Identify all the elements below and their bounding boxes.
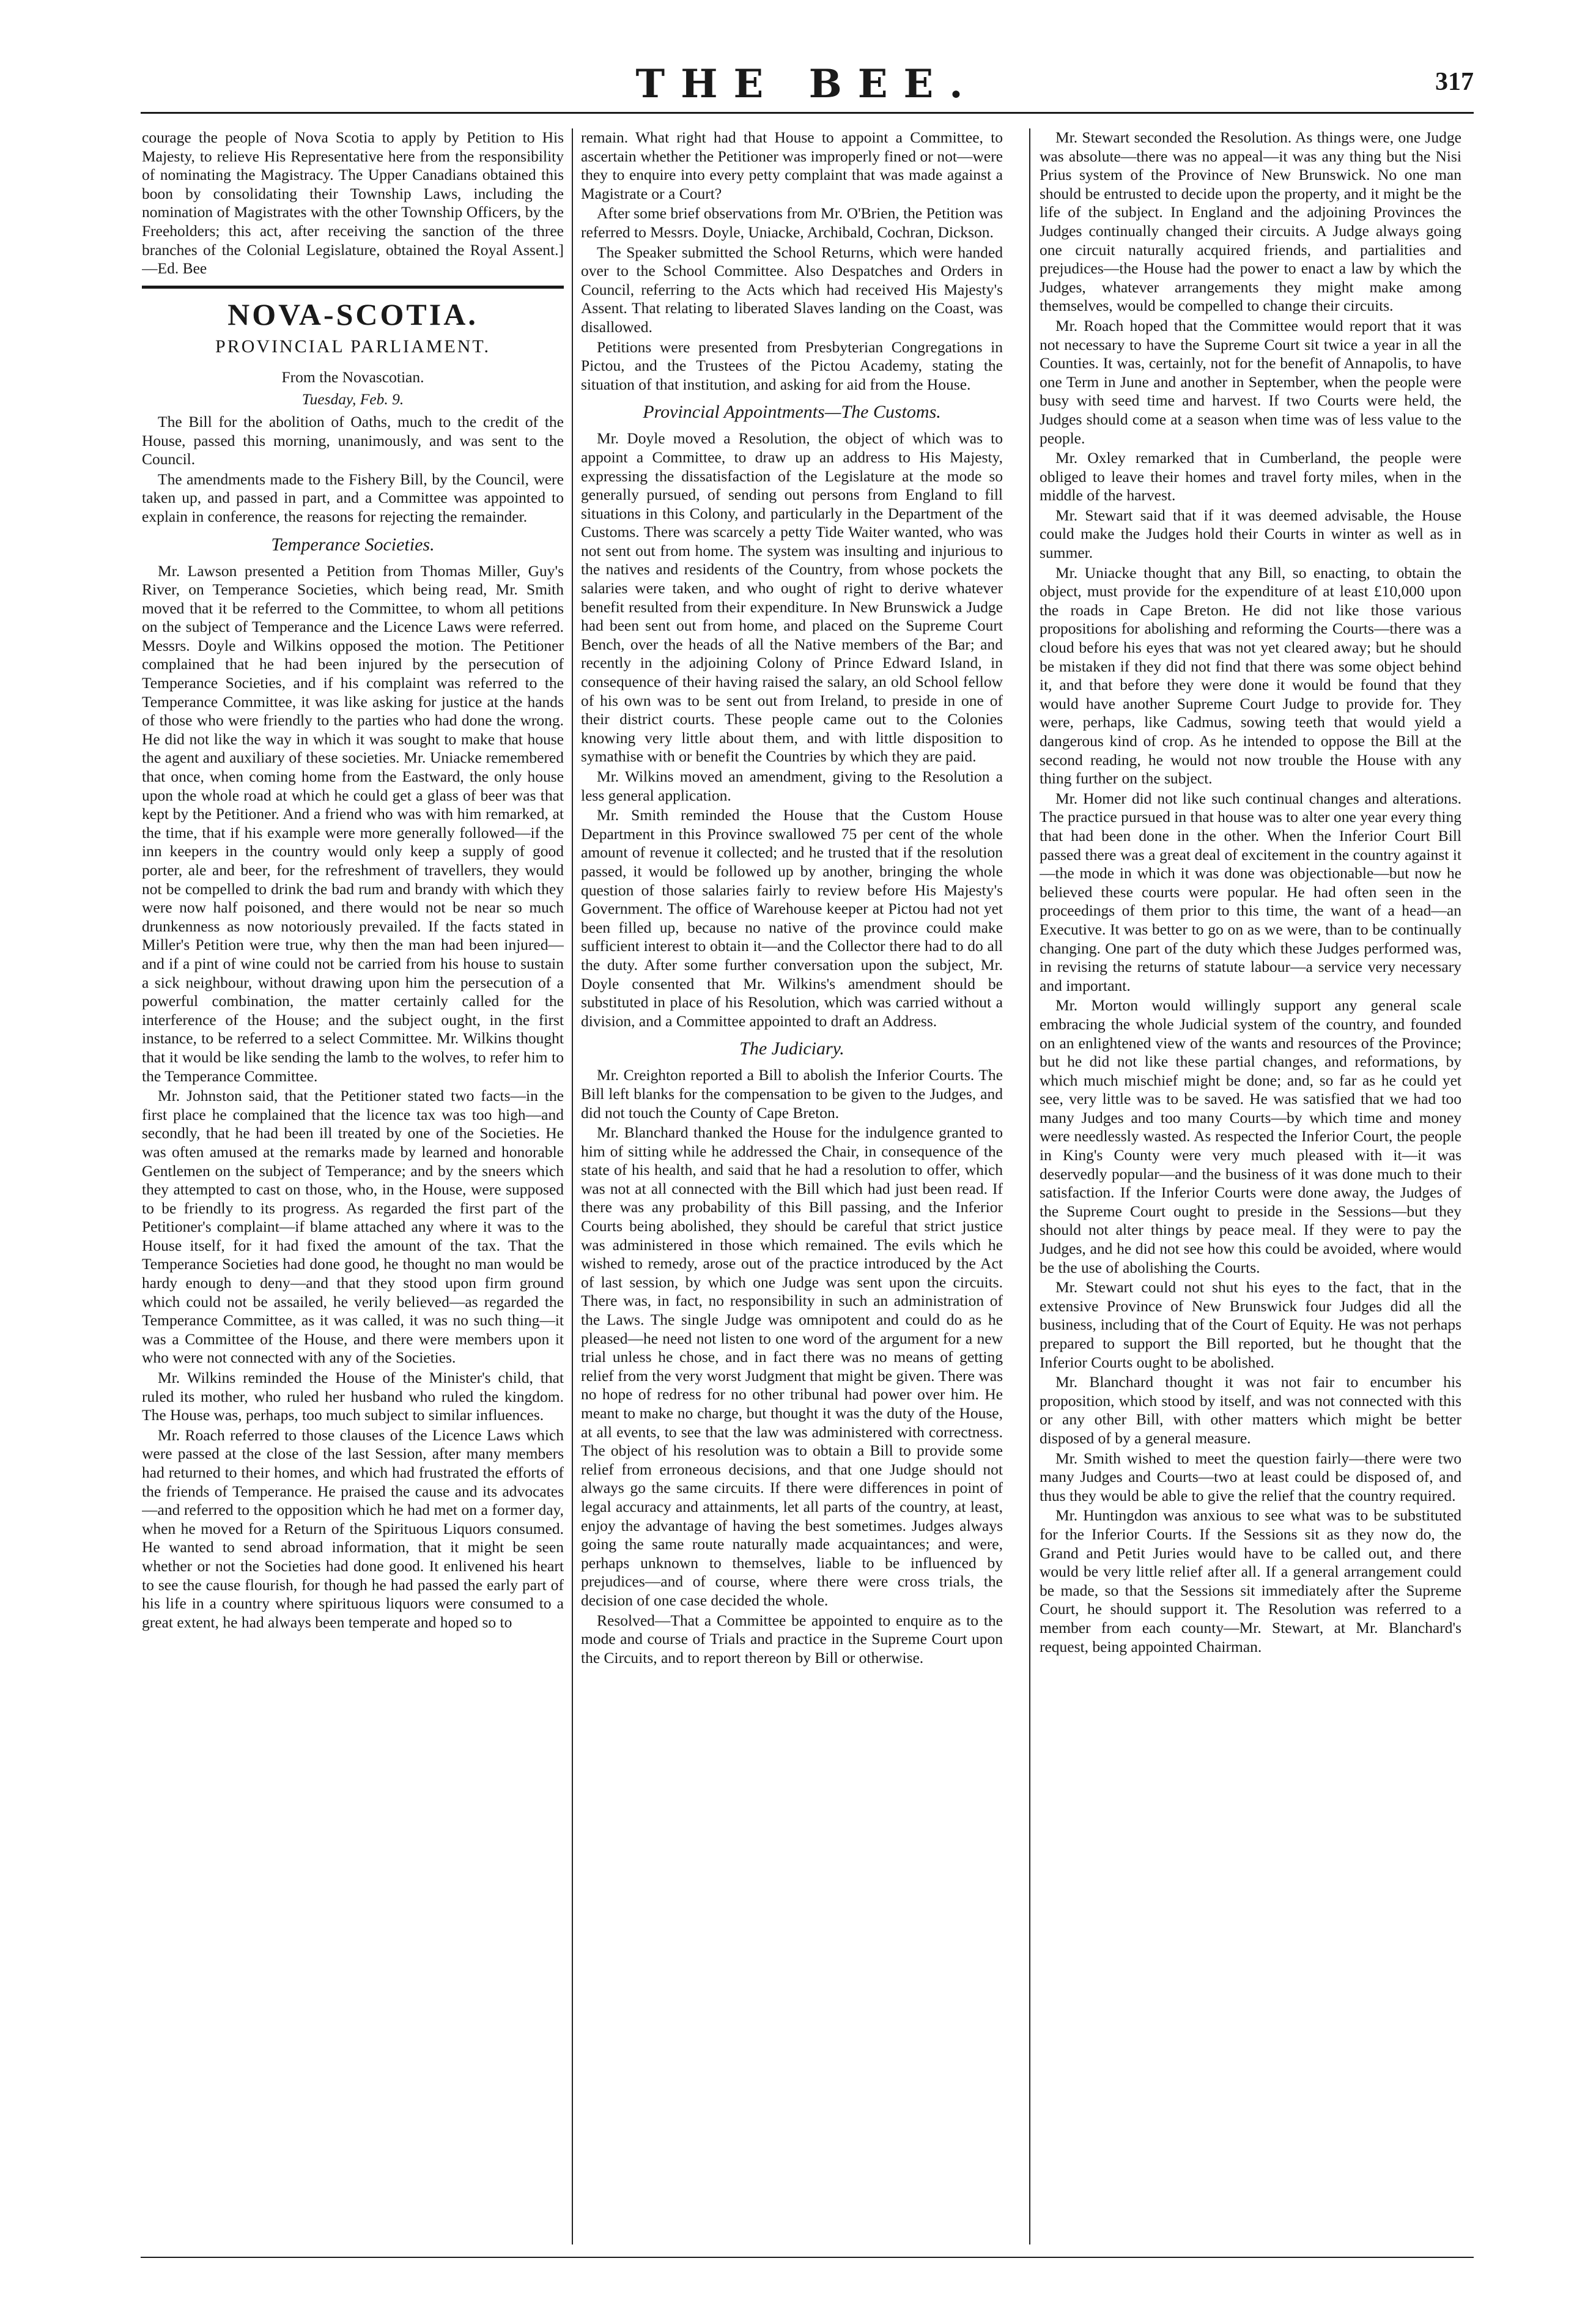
masthead (141, 61, 1474, 110)
paragraph: Mr. Wilkins moved an amendment, giving to the Resolution a less general application. (581, 768, 1003, 804)
paragraph: Mr. Blanchard thought it was not fair to encumber his proposition, which stood by itself, and was not connected with this or any other Bill, with other matters which might be better disposed of by a general measure. (1040, 1373, 1461, 1447)
paragraph: Mr. Doyle moved a Resolution, the object of which was to appoint a Committee, to draw up an address to His Majesty, expressing the dissatisfaction of the Legislature at the mode so generally pursued, of sending out persons from England to fill situations in this Colony, and particularly in the Department of the Customs. There was scarcely a petty Tide Waiter wanted, who was not sent out from home. The system was insulting and injurious to the natives and residents of the Country, from whose pockets the salaries were taken, and who ought of right to derive whatever benefit resulted from their expenditure. In New Brunswick a Judge had been sent out from home, and placed on the Supreme Court Bench, over the heads of all the Native members of the Bar; and recently in the adjoining Colony of Prince Edward Island, in consequence of their having raised the salary, an old School fellow of his own was to be sent out from Ireland, to preside in one of their district courts. These people came out to the Colonies knowing very little about them, and with little disposition to symathise with or benefit the Countries by which they are paid. (581, 429, 1003, 766)
paragraph: The Bill for the abolition of Oaths, much to the credit of the House, passed this morning, unanimously, and was sent to the Council. (142, 412, 564, 468)
subheading: Provincial Appointments—The Customs. (643, 402, 941, 423)
header-rule (141, 112, 1474, 122)
column-right (1040, 128, 1461, 2263)
page-number: 317 (1435, 68, 1474, 96)
subheading: The Judiciary. (739, 1038, 844, 1059)
subheading: Temperance Societies. (271, 534, 435, 555)
paragraph: Mr. Morton would willingly support any general scale embracing the whole Judicial system of the country, and founded on an enlightened view of the wants and resources of the Province; but he did not like these partial changes, and reformations, by which much mischief might be done; and, so far as he could yet see, very little was to be saved. He was satisfied that we had too many Judges and too many Courts—by which time and money were needlessly wasted. As respected the Inferior Court, the people in King's County were very much pleased with it—it was deservedly popular—and the business of it was done much to their satisfaction. If the Inferior Courts were done away, the Judges of the Supreme Court ought to preside in the Sessions—but they should not alter things by peace meal. If they were to pay the Judges, and he did not see how this could be avoided, where would be the use of abolishing the Courts. (1040, 996, 1461, 1276)
paragraph: Mr. Smith reminded the House that the Custom House Department in this Province swallowed 75 per cent of the whole amount of revenue it collected; and he trusted that if the resolution passed, it would be followed up by another, bringing the whole question of those salaries fairly to review before His Majesty's Government. The office of Warehouse keeper at Pictou had not yet been filled up, because no native of the province could make sufficient interest to obtain it—and the Collector there had to do all the duty. After some further conversation upon the subject, Mr. Doyle consented that Mr. Wilkins's amendment should be substituted in place of his Resolution, which was carried without a division, and a Committee appointed to draft an Address. (581, 806, 1003, 1030)
continued-paragraph: courage the people of Nova Scotia to apply by Petition to His Majesty, to relieve His Representative here from the responsibility of nominating the Magistracy. The Upper Canadians obtained this boon by consolidating their Township Laws, including the nomination of Magistrates with the other Township Officers, by the Freeholders; this act, after receiving the sanction of the three branches of the Colonial Legislature, obtained the Royal Assent.]—Ed. Bee (142, 128, 564, 278)
paragraph: Mr. Johnston said, that the Petitioner stated two facts—in the first place he complained that the licence tax was too high—and secondly, that he had been ill treated by one of the Societies. He was often amused at the remarks made by learned and honorable Gentlemen on the subject of Temperance; and by the sneers which they attempted to cast on those, who, in the House, were supposed to be friendly to its progress. As regarded the first part of the Petitioner's complaint—if blame attached any where it was to the House itself, for it had fixed the amount of the tax. That the Temperance Societies had done good, he thought no man would be hardy enough to deny—and that they stood upon firm ground which could not be assailed, he verily believed—as regarded the Temperance Committee, as it was called, it was no such thing—it was a Committee of the House, and there were members upon it who were not connected with any of the Societies. (142, 1087, 564, 1367)
source-line: From the Novascotian. (281, 368, 424, 386)
paragraph: Mr. Homer did not like such continual changes and alterations. The practice pursued in that house was to alter one year every thing that had been done in the other. When the Inferior Court Bill passed there was a great deal of excitement in the country against it—the mode in which it was done was objectionable—but now he believed these courts were popular. He had often seen in the proceedings of them prior to this time, the want of a head—an Executive. It was better to go on as we were, than to be continually changing. One part of the duty which these Judges performed was, in revising the returns of statute labour—a service very necessary and important. (1040, 789, 1461, 994)
paragraph: Mr. Huntingdon was anxious to see what was to be substituted for the Inferior Courts. If the Sessions sit as they now do, the Grand and Petit Juries would have to be called out, and there would be very little relief after all. If a general arrangement could be made, so that the Sessions sit immediately after the Supreme Court, he should support it. The Resolution was referred to a member from each county—Mr. Stewart, at Mr. Blanchard's request, being appointed Chairman. (1040, 1506, 1461, 1656)
paragraph: Mr. Stewart said that if it was deemed advisable, the House could make the Judges hold their Courts in winter as well as in summer. (1040, 506, 1461, 562)
paragraph: Mr. Blanchard thanked the House for the indulgence granted to him of sitting while he addressed the Chair, in consequence of the state of his health, and said that he had a resolution to offer, which was not at all connected with the Bill which had just been read. If there was any probability of this Bill passing, and the Inferior Courts being abolished, they should be careful that strict justice was administered in those which remained. The evils which he wished to remedy, arose out of the practice introduced by the Act of last session, by which one Judge was sent upon the circuits. There was, in fact, no responsibility in such an administration of the Laws. The single Judge was omnipotent and could do as he pleased—he need not listen to one word of the argument for a new trial unless he chose, and in fact there was no means of getting relief from the very worst Judgment that might be given. There was no hope of redress for no other tribunal had power over him. He meant to make no charge, but thought it was the duty of the House, at all events, to see that the law was administered with correctness. The object of his resolution was to obtain a Bill to provide some relief from erroneous decisions, and that one Judge should not always go the same circuits. If there were differences in point of legal accuracy and attainments, let all parts of the country, at least, enjoy the advantage of having the best sometimes. Judges always going the same route naturally made acquaintances; and were, perhaps unknown to themselves, liable to be influenced by prejudices—and of course, where there were cross trials, the decision of one case decided the whole. (581, 1123, 1003, 1609)
paragraph: Mr. Roach hoped that the Committee would report that it was not necessary to have the Supreme Court sit twice a year in all the Counties. It was, certainly, not for the benefit of Annapolis, to have one Term in June and another in September, when the people were busy with seed time and harvest. If two Courts were held, the Judges should come at a season when time was of less value to the people. (1040, 316, 1461, 447)
footer-rule (141, 2257, 1474, 2258)
paragraph: Mr. Lawson presented a Petition from Thomas Miller, Guy's River, on Temperance Societies, which being read, Mr. Smith moved that it be referred to the Committee, to whom all petitions on the subject of Temperance and the Licence Laws were referred. Messrs. Doyle and Wilkins opposed the motion. The Petitioner complained that he had been injured by the persecution of Temperance Societies, and if his complaint was referred to the Temperance Committee, it was like asking for justice at the hands of those who were friendly to the parties who had done the wrong. He did not like the way in which it was sought to make that house the agent and auxiliary of these societies. Mr. Uniacke remembered that once, when coming home from the Eastward, the only house upon the whole road at which he could get a glass of beer was that kept by the Petitioner. And a friend who was with him remarked, at the time, that if his example were more generally followed—if the inn keepers in the country would only keep a supply of good porter, ale and beer, for the refreshment of travellers, they would not be compelled to drink the bad rum and brandy with which they were now half poisoned, and there would not be near so much drunkenness as now notoriously prevailed. If the facts stated in Miller's Petition were true, why then the man had been injured—and if a pint of wine could not be carried from his house to sustain a sick neighbour, without drawing upon him the persecution of a powerful combination, the matter certainly called for the interference of the House; and the subject ought, in the first instance, to be referred to a select Committee. Mr. Wilkins thought that it would be like sending the lamb to the wolves, to refer him to the Temperance Committee. (142, 561, 564, 1085)
paragraph: Mr. Uniacke thought that any Bill, so enacting, to obtain the object, must provide for the expenditure of at least £10,000 upon the roads in Cape Breton. He did not like those various propositions for abolishing and reforming the Courts—there was a cloud before his eyes that was not yet cleared away; but he should be mistaken if they did not find that there was some object behind it, and that before they were done it would be found that they would have another Supreme Court Judge to provide for. They were, perhaps, like Cadmus, sowing teeth that would yield a dangerous kind of crop. As he intended to oppose the Bill at the second reading, he would not now trouble the House with any thing further on the subject. (1040, 563, 1461, 788)
paragraph: Mr. Stewart seconded the Resolution. As things were, one Judge was absolute—there was no appeal—it was any thing but the Nisi Prius system of the Province of New Brunswick. No one man should be entrusted to decide upon the property, and it might be the life of the subject. In England and the adjoining Provinces the Judges continually changed their circuits. A Judge always going one circuit naturally acquired friends, and partialities and prejudices—the House had the power to enact a law by which the Judges, whatever arrangements they might make among themselves, would be compelled to change their circuits. (1040, 128, 1461, 315)
paragraph: Mr. Smith wished to meet the question fairly—there were two many Judges and Courts—two at least could be disposed of, and thus they would be able to give the relief that the country required. (1040, 1449, 1461, 1504)
paragraph: Mr. Roach referred to those clauses of the Licence Laws which were passed at the close of the last Session, after many members had returned to their homes, and which had frustrated the efforts of the friends of Temperance. He praised the cause and its advocates—and referred to the opposition which he had met on a former day, when he moved for a Return of the Spirituous Liquors consumed. He wanted to send abroad information, that it might be seen whether or not the Societies had done good. It enlivened his heart to see the cause flourish, for though he had passed the early part of his life in a country where spirituous liquors were consumed to a great extent, he had always been temperate and hoped so to (142, 1426, 564, 1631)
column-divider (572, 128, 573, 2244)
paragraph: After some brief observations from Mr. O'Brien, the Petition was referred to Messrs. Doyle, Uniacke, Archibald, Cochran, Dickson. (581, 204, 1003, 241)
section-subtitle: PROVINCIAL PARLIAMENT. (215, 336, 490, 357)
column-left (142, 128, 564, 2263)
paragraph: Petitions were presented from Presbyterian Congregations in Pictou, and the Trustees of the Pictou Academy, stating the situation of that institution, and asking for aid from the House. (581, 338, 1003, 393)
paragraph: Mr. Oxley remarked that in Cumberland, the people were obliged to leave their homes and travel forty miles, when in the middle of the harvest. (1040, 449, 1461, 505)
section-rule (142, 286, 564, 289)
paragraph: The Speaker submitted the School Returns, which were handed over to the School Committee. Also Despatches and Orders in Council, referring to the Acts which had received His Majesty's Assent. That relating to liberated Slaves landing on the Coast, was disallowed. (581, 243, 1003, 336)
paragraph: Resolved—That a Committee be appointed to enquire as to the mode and course of Trials and practice in the Supreme Court upon the Circuits, and to report thereon by Bill or otherwise. (581, 1611, 1003, 1667)
section-title: NOVA-SCOTIA. (227, 297, 478, 331)
paragraph: Mr. Stewart could not shut his eyes to the fact, that in the extensive Province of New Brunswick four Judges did all the business, including that of the Court of Equity. He was not perhaps prepared to support the Bill reported, but he thought that the Inferior Courts ought to be abolished. (1040, 1278, 1461, 1371)
paragraph: remain. What right had that House to appoint a Committee, to ascertain whether the Petitioner was improperly fined or not—were they to enquire into every petty complaint that was made against a Magistrate or a Court? (581, 128, 1003, 202)
paragraph: Mr. Creighton reported a Bill to abolish the Inferior Courts. The Bill left blanks for the compensation to be given to the Judges, and did not touch the County of Cape Breton. (581, 1066, 1003, 1122)
newspaper-title: THE BEE. (635, 61, 979, 107)
paragraph: Mr. Wilkins reminded the House of the Minister's child, that ruled its mother, who ruled her husband who ruled the kingdom. The House was, perhaps, too much subject to similar influences. (142, 1369, 564, 1424)
paragraph: The amendments made to the Fishery Bill, by the Council, were taken up, and passed in part, and a Committee was appointed to explain in conference, the reasons for rejecting the remainder. (142, 470, 564, 525)
date-line: Tuesday, Feb. 9. (301, 390, 404, 409)
column-middle (581, 128, 1003, 2263)
column-divider (1029, 128, 1030, 2244)
